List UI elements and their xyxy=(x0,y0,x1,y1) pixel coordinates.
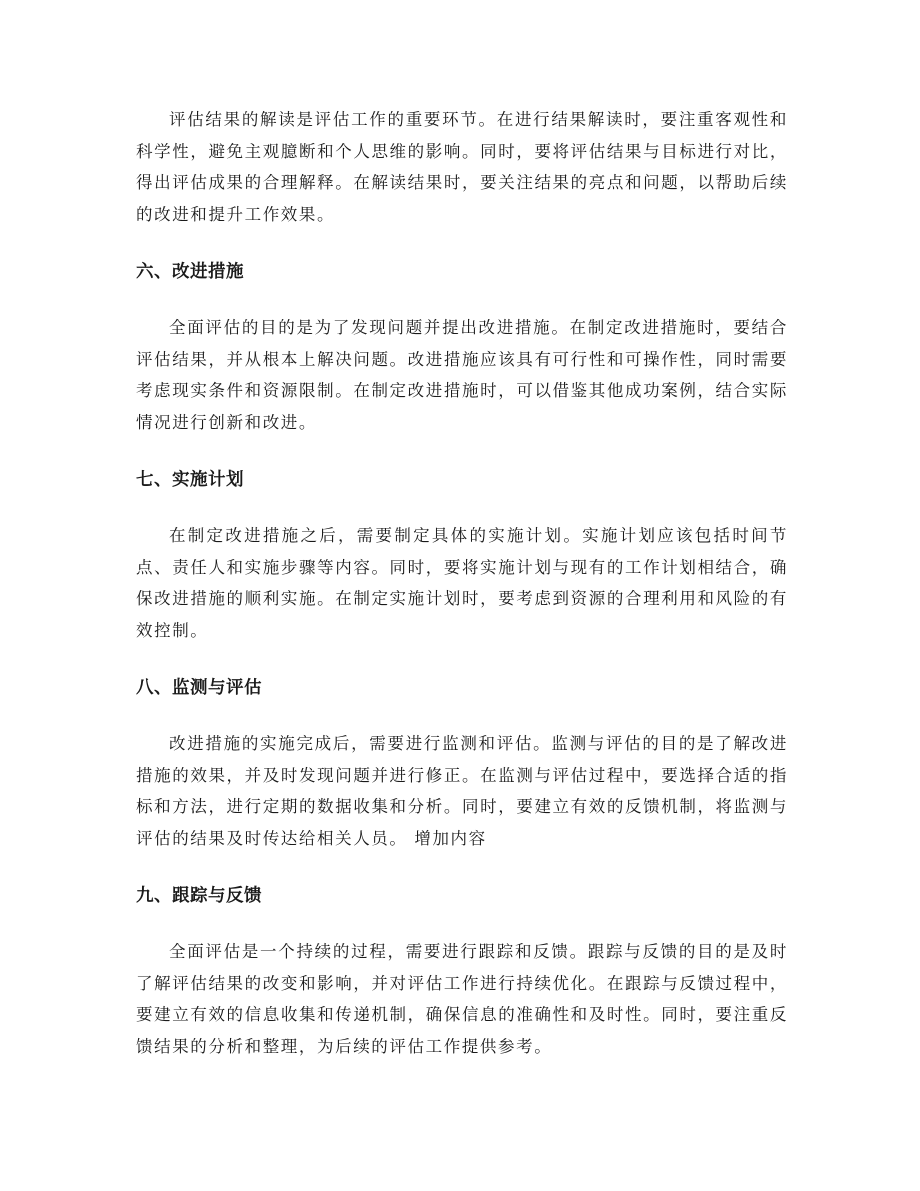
section-paragraph: 改进措施的实施完成后，需要进行监测和评估。监测与评估的目的是了解改进措施的效果，并及时发现问题并进行修正。在监测与评估过程中，要选择合适的指标和方法，进行定期的数据收集和分析。同时，要建立有效的反馈机制，将监测与评估的结果及时传达给相关人员。 增加内容 xyxy=(136,734,788,848)
section-heading: 九、跟踪与反馈 xyxy=(136,886,262,906)
section-improvement xyxy=(136,259,788,438)
section-paragraph: 全面评估的目的是为了发现问题并提出改进措施。在制定改进措施时，要结合评估结果，并从根本上解决问题。改进措施应该具有可行性和可操作性，同时需要考虑现实条件和资源限制。在制定改进措施时，可以借鉴其他成功案例，结合实际情况进行创新和改进。 xyxy=(136,318,788,432)
section-paragraph: 在制定改进措施之后，需要制定具体的实施计划。实施计划应该包括时间节点、责任人和实施步骤等内容。同时，要将实施计划与现有的工作计划相结合，确保改进措施的顺利实施。在制定实施计划时，要考虑到资源的合理利用和风险的有效控制。 xyxy=(136,526,788,640)
section-tracking xyxy=(136,883,788,1062)
section-monitoring xyxy=(136,675,788,854)
section-implementation xyxy=(136,467,788,646)
section-paragraph: 全面评估是一个持续的过程，需要进行跟踪和反馈。跟踪与反馈的目的是及时了解评估结果的改变和影响，并对评估工作进行持续优化。在跟踪与反馈过程中，要建立有效的信息收集和传递机制，确保信息的准确性和及时性。同时，要注重反馈结果的分析和整理，为后续的评估工作提供参考。 xyxy=(136,942,788,1056)
intro-paragraph: 评估结果的解读是评估工作的重要环节。在进行结果解读时，要注重客观性和科学性，避免主观臆断和个人思维的影响。同时，要将评估结果与目标进行对比，得出评估成果的合理解释。在解读结果时，要关注结果的亮点和问题，以帮助后续的改进和提升工作效果。 xyxy=(136,110,788,224)
section-heading: 八、监测与评估 xyxy=(136,678,262,698)
section-heading: 六、改进措施 xyxy=(136,262,244,282)
section-heading: 七、实施计划 xyxy=(136,470,244,490)
